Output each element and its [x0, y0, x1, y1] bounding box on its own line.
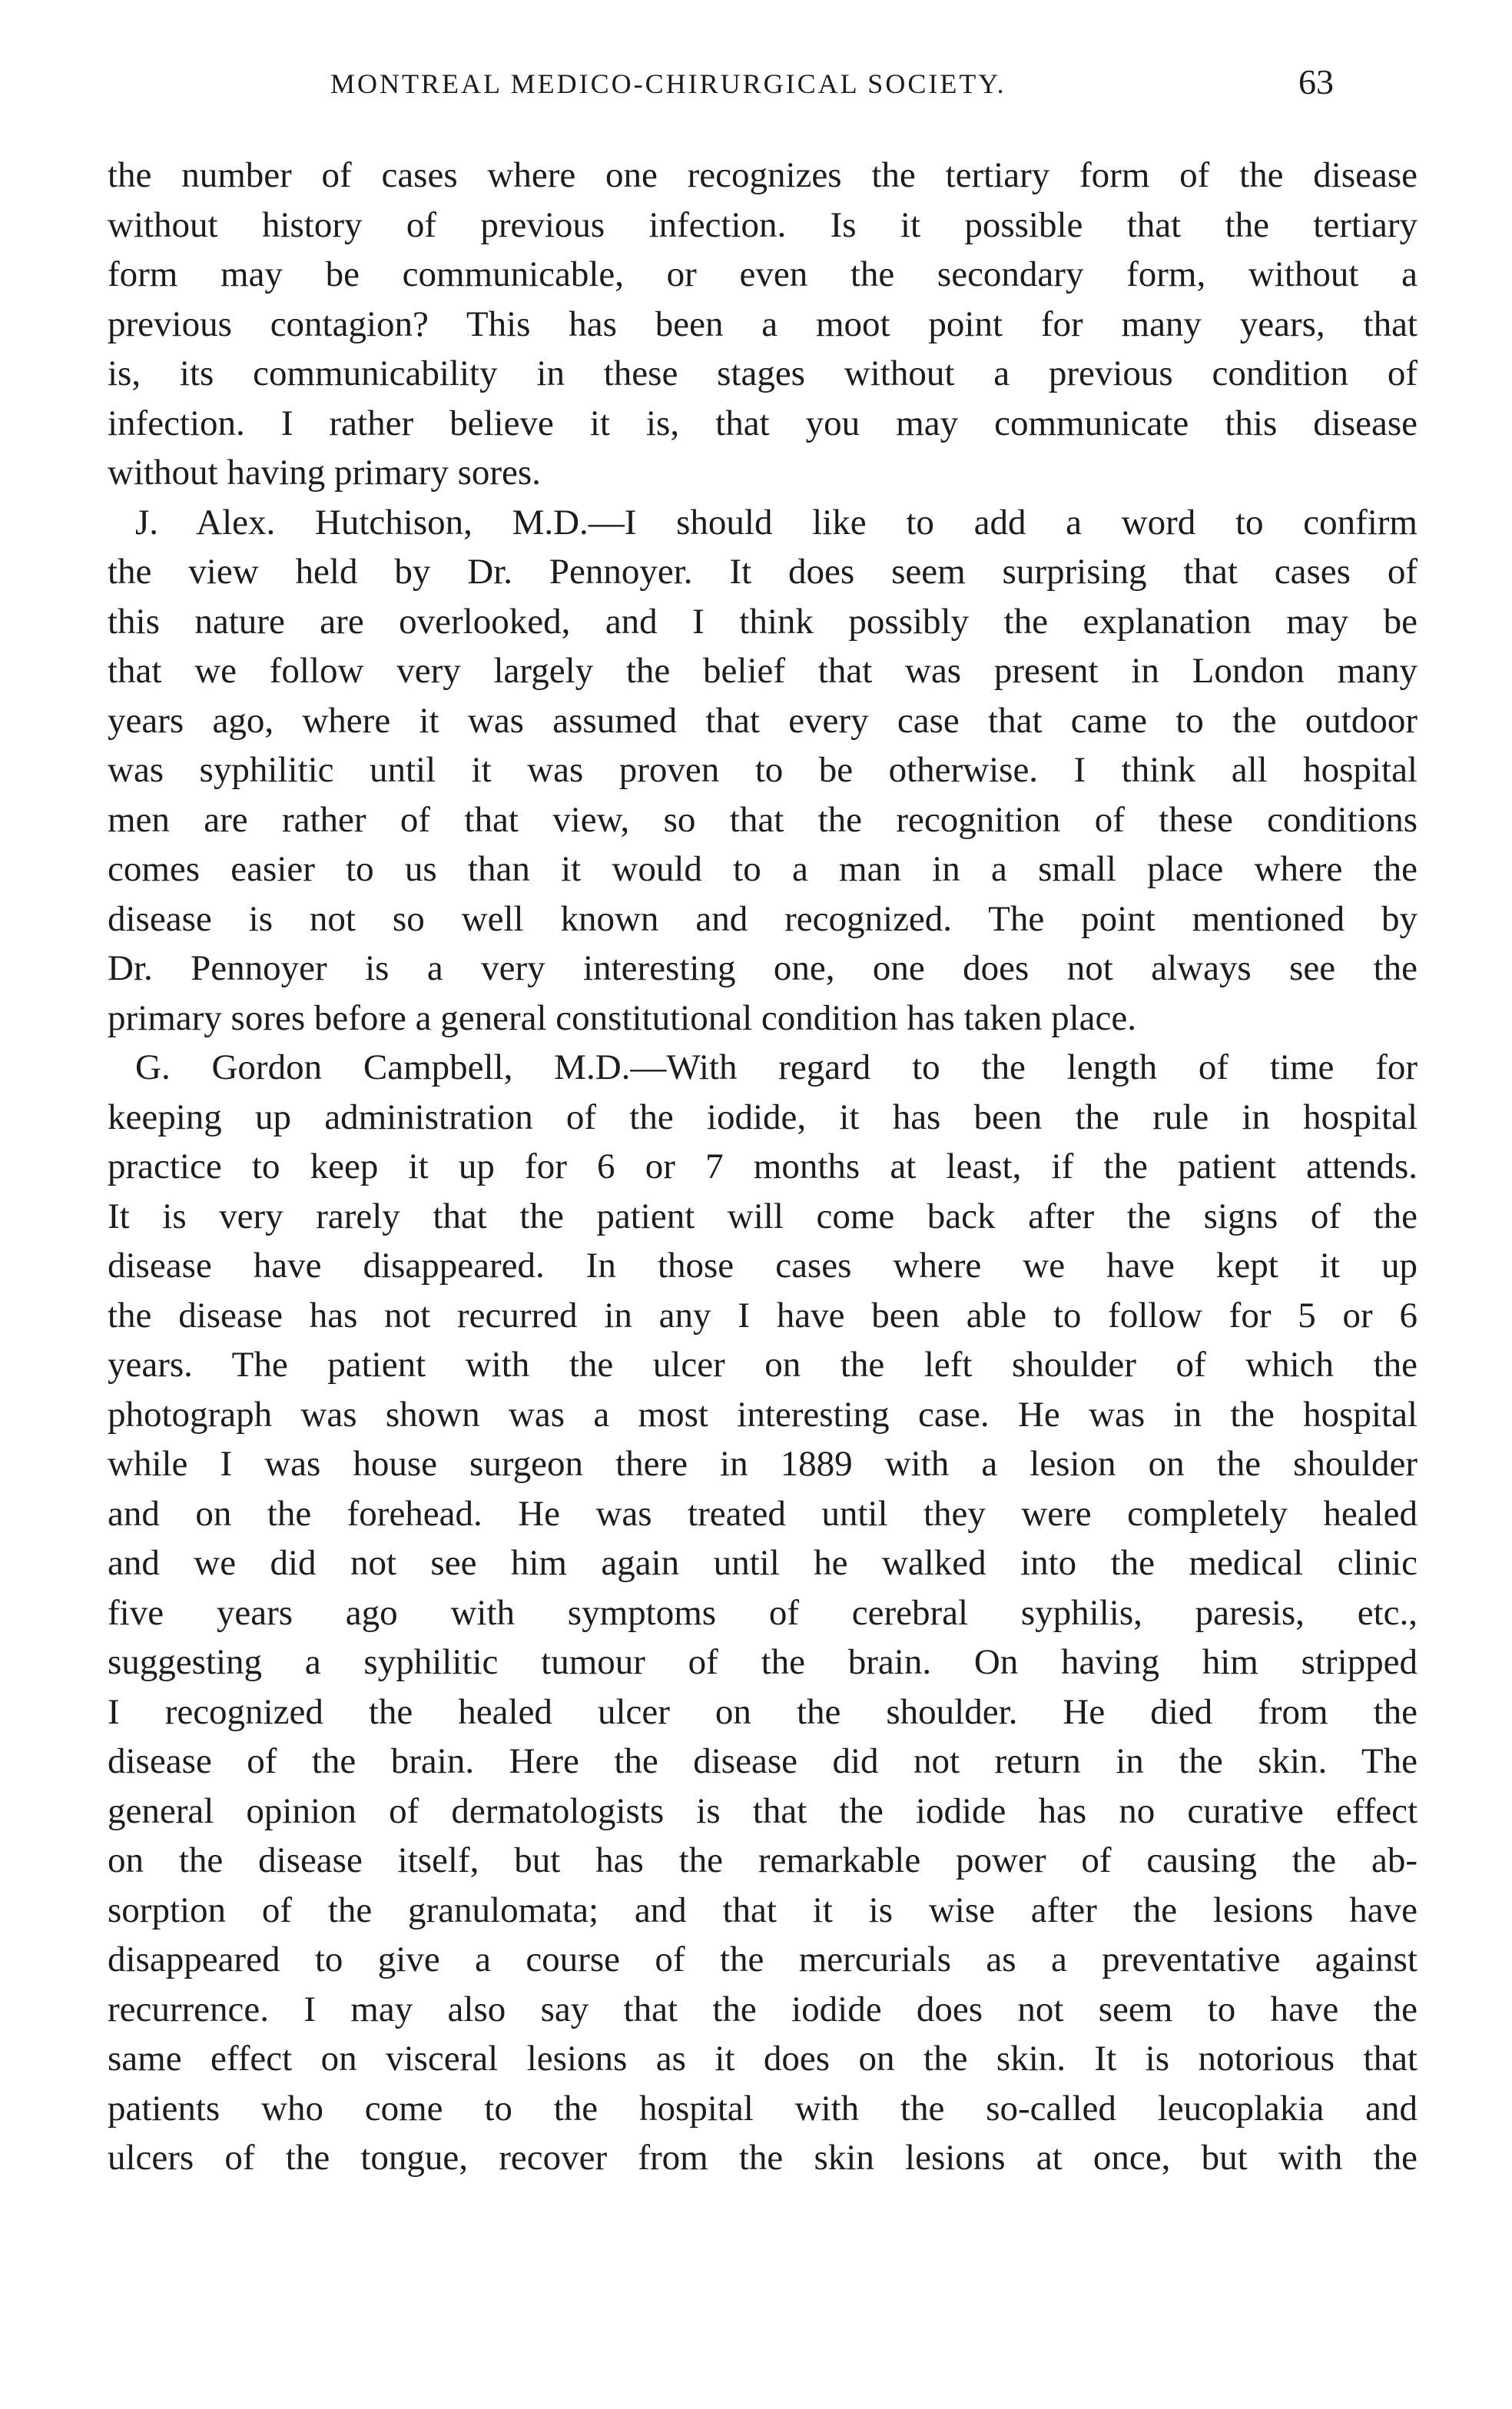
text-line: this nature are overlooked, and I think possibly the explanation may be	[108, 601, 1418, 642]
text-line: the disease has not recurred in any I have been able to follow for 5 or 6	[108, 1295, 1418, 1336]
text-line: suggesting a syphilitic tumour of the brain. On having him stripped	[108, 1642, 1418, 1682]
text-line: is, its communicability in these stages without a previous condition of	[108, 353, 1418, 393]
text-line: same effect on visceral lesions as it does on the skin. It is notorious that	[108, 2039, 1418, 2079]
text-line: was syphilitic until it was proven to be otherwise. I think all hospital	[108, 750, 1418, 790]
running-head: MONTREAL MEDICO-CHIRURGICAL SOCIETY.	[330, 68, 1006, 99]
text-line: photograph was shown was a most interesting case. He was in the hospital	[108, 1394, 1418, 1435]
text-line: and on the forehead. He was treated until they were completely healed	[108, 1493, 1418, 1534]
text-line: Dr. Pennoyer is a very interesting one, one does not always see the	[108, 948, 1418, 988]
text-line: I recognized the healed ulcer on the shoulder. He died from the	[108, 1691, 1418, 1732]
text-line: primary sores before a general constitutional condition has taken place.	[108, 997, 1137, 1038]
text-line: while I was house surgeon there in 1889 with a lesion on the shoulder	[108, 1444, 1418, 1484]
text-line: form may be communicable, or even the secondary form, without a	[108, 254, 1418, 294]
text-line: general opinion of dermatologists is that the iodide has no curative effect	[108, 1790, 1418, 1831]
text-line: on the disease itself, but has the remarkable power of causing the ab-	[108, 1840, 1418, 1880]
text-line: five years ago with symptoms of cerebral syphilis, paresis, etc.,	[108, 1592, 1418, 1633]
text-line: ulcers of the tongue, recover from the skin lesions at once, but with the	[108, 2138, 1418, 2178]
text-line: without having primary sores.	[108, 453, 541, 493]
text-line: practice to keep it up for 6 or 7 months at least, if the patient attends.	[108, 1146, 1418, 1186]
speaker-paragraph-start: J. Alex. Hutchison, M.D.—I should like to add a word to confirm	[135, 502, 1418, 543]
text-line: the number of cases where one recognizes the tertiary form of the disease	[108, 155, 1418, 195]
text-line: men are rather of that view, so that the recognition of these conditions	[108, 799, 1418, 840]
text-line: without history of previous infection. Is it possible that the tertiary	[108, 204, 1418, 245]
text-line: and we did not see him again until he walked into the medical clinic	[108, 1543, 1418, 1583]
text-line: comes easier to us than it would to a man in a small place where the	[108, 849, 1418, 889]
text-line: sorption of the granulomata; and that it is wise after the lesions have	[108, 1890, 1418, 1930]
text-line: years. The patient with the ulcer on the left shoulder of which the	[108, 1345, 1418, 1385]
page-number: 63	[1298, 62, 1334, 101]
text-line: patients who come to the hospital with the so-called leucoplakia and	[108, 2088, 1418, 2129]
text-line: infection. I rather believe it is, that you may communicate this disease	[108, 403, 1418, 443]
text-line: recurrence. I may also say that the iodide does not seem to have the	[108, 1989, 1418, 2029]
text-line: years ago, where it was assumed that every case that came to the outdoor	[108, 700, 1418, 741]
text-line: disease have disappeared. In those cases where we have kept it up	[108, 1246, 1418, 1286]
text-line: previous contagion? This has been a moot point for many years, that	[108, 304, 1418, 344]
text-line: keeping up administration of the iodide, it has been the rule in hospital	[108, 1097, 1418, 1137]
text-line: disease is not so well known and recognized. The point mentioned by	[108, 898, 1418, 939]
text-line: disease of the brain. Here the disease did not return in the skin. The	[108, 1741, 1418, 1781]
text-line: that we follow very largely the belief that was present in London many	[108, 651, 1418, 691]
text-line: the view held by Dr. Pennoyer. It does seem surprising that cases of	[108, 552, 1418, 592]
speaker-paragraph-start: G. Gordon Campbell, M.D.—With regard to the length of time for	[135, 1047, 1418, 1087]
text-line: It is very rarely that the patient will come back after the signs of the	[108, 1196, 1418, 1236]
text-line: disappeared to give a course of the mercurials as a preventative against	[108, 1939, 1418, 1979]
body-text	[108, 151, 1418, 2183]
